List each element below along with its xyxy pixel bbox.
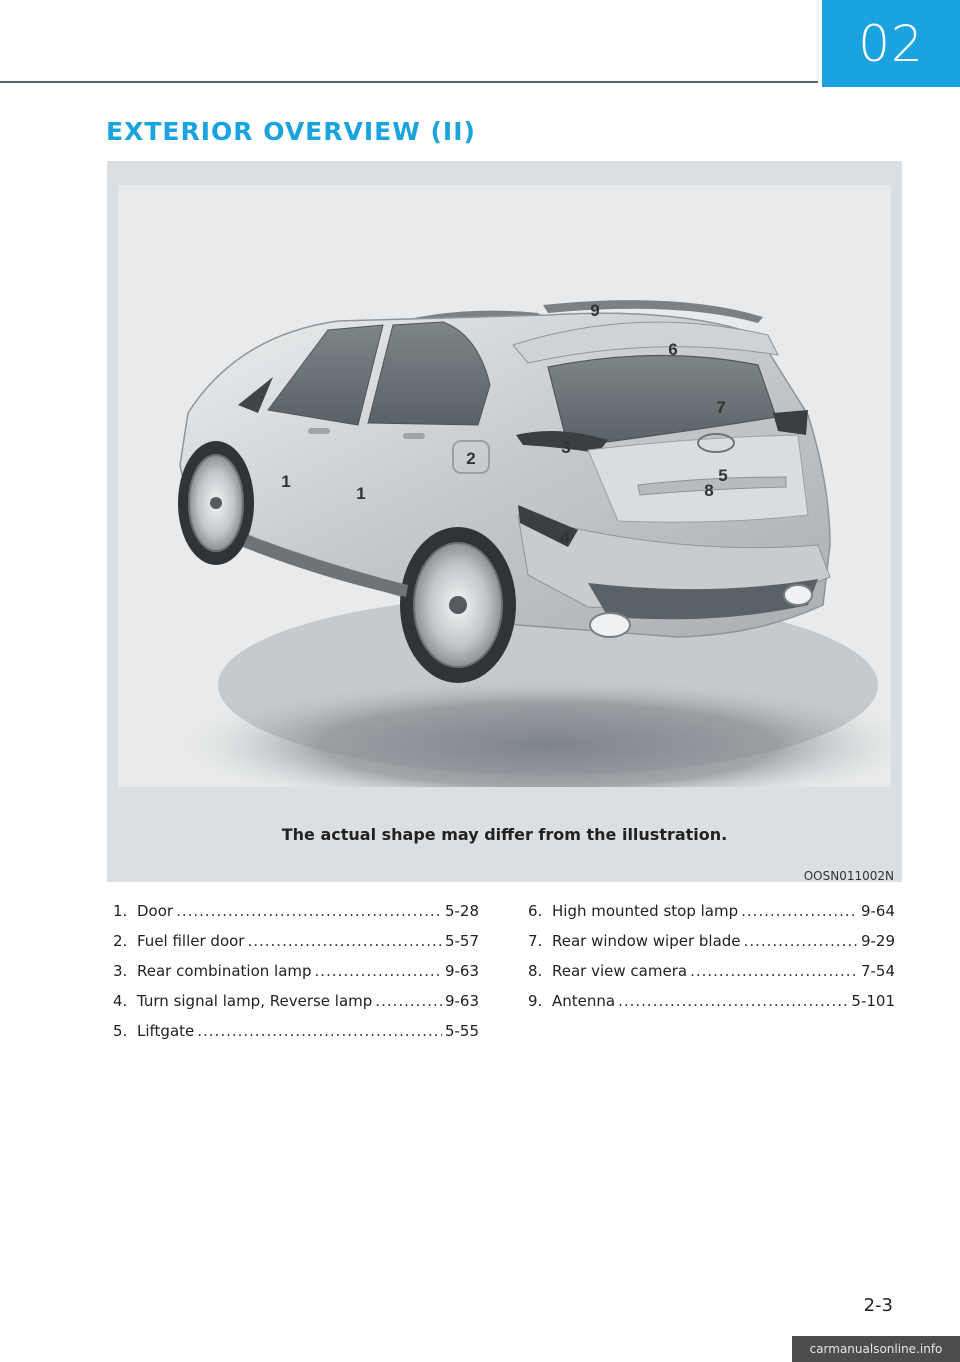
- dot-leader: [690, 962, 858, 980]
- list-item: [113, 1022, 479, 1052]
- item-number: 2.: [113, 932, 128, 950]
- item-label: Rear view camera: [552, 962, 688, 980]
- item-label: Door: [137, 902, 174, 920]
- callout-3: 3: [561, 438, 571, 457]
- item-number: 5.: [113, 1022, 128, 1040]
- dot-leader: [315, 962, 442, 980]
- item-page-ref: 9-64: [860, 902, 895, 920]
- dot-leader: [247, 932, 441, 950]
- list-item: [113, 992, 479, 1022]
- item-page-ref: 5-55: [444, 1022, 479, 1040]
- callout-9: 9: [590, 301, 600, 320]
- dot-leader: [176, 902, 442, 920]
- callout-2: 2: [466, 449, 476, 468]
- callout-8: 8: [704, 481, 714, 500]
- vehicle-illustration: [118, 185, 891, 787]
- item-label: Antenna: [552, 992, 616, 1010]
- list-item: [528, 992, 895, 1022]
- dot-leader: [197, 1022, 442, 1040]
- item-label: Rear combination lamp: [137, 962, 312, 980]
- dot-leader: [618, 992, 848, 1010]
- callout-1a: 1: [281, 472, 291, 491]
- item-label: Turn signal lamp, Reverse lamp: [137, 992, 373, 1010]
- figure-caption: The actual shape may differ from the illustration.: [281, 825, 728, 844]
- dot-leader: [744, 932, 858, 950]
- parts-list-right: [528, 902, 895, 1022]
- callout-5: 5: [718, 466, 728, 485]
- item-number: 4.: [113, 992, 128, 1010]
- item-page-ref: 5-101: [851, 992, 895, 1010]
- item-number: 8.: [528, 962, 543, 980]
- list-item: [113, 932, 479, 962]
- item-number: 1.: [113, 902, 128, 920]
- page-number: 2-3: [863, 1295, 893, 1316]
- callout-1b: 1: [356, 484, 366, 503]
- list-item: [113, 962, 479, 992]
- item-label: Liftgate: [137, 1022, 195, 1040]
- item-number: 6.: [528, 902, 543, 920]
- figure-code: OOSN011002N: [803, 869, 894, 883]
- figure-panel: [107, 161, 902, 882]
- list-item: [113, 902, 479, 932]
- item-page-ref: 7-54: [860, 962, 895, 980]
- item-page-ref: 5-28: [444, 902, 479, 920]
- header-rule: [0, 81, 818, 83]
- callout-7: 7: [716, 398, 726, 417]
- parts-list-left: [113, 902, 479, 1052]
- list-item: [528, 932, 895, 962]
- item-page-ref: 9-63: [444, 992, 479, 1010]
- list-item: [528, 902, 895, 932]
- item-page-ref: 9-29: [860, 932, 895, 950]
- chapter-tab: 02: [822, 0, 960, 87]
- dot-leader: [741, 902, 858, 920]
- list-item: [528, 962, 895, 992]
- item-label: Rear window wiper blade: [552, 932, 741, 950]
- item-number: 3.: [113, 962, 128, 980]
- item-number: 9.: [528, 992, 543, 1010]
- rear-vehicle-drawing: [118, 185, 891, 787]
- page-title: EXTERIOR OVERVIEW (II): [106, 117, 476, 146]
- item-number: 7.: [528, 932, 543, 950]
- item-page-ref: 9-63: [444, 962, 479, 980]
- callout-4: 4: [560, 528, 570, 547]
- dot-leader: [375, 992, 442, 1010]
- item-label: High mounted stop lamp: [552, 902, 739, 920]
- watermark-link[interactable]: carmanualsonline.info: [792, 1336, 960, 1362]
- callout-6: 6: [668, 340, 678, 359]
- item-label: Fuel filler door: [137, 932, 245, 950]
- item-page-ref: 5-57: [444, 932, 479, 950]
